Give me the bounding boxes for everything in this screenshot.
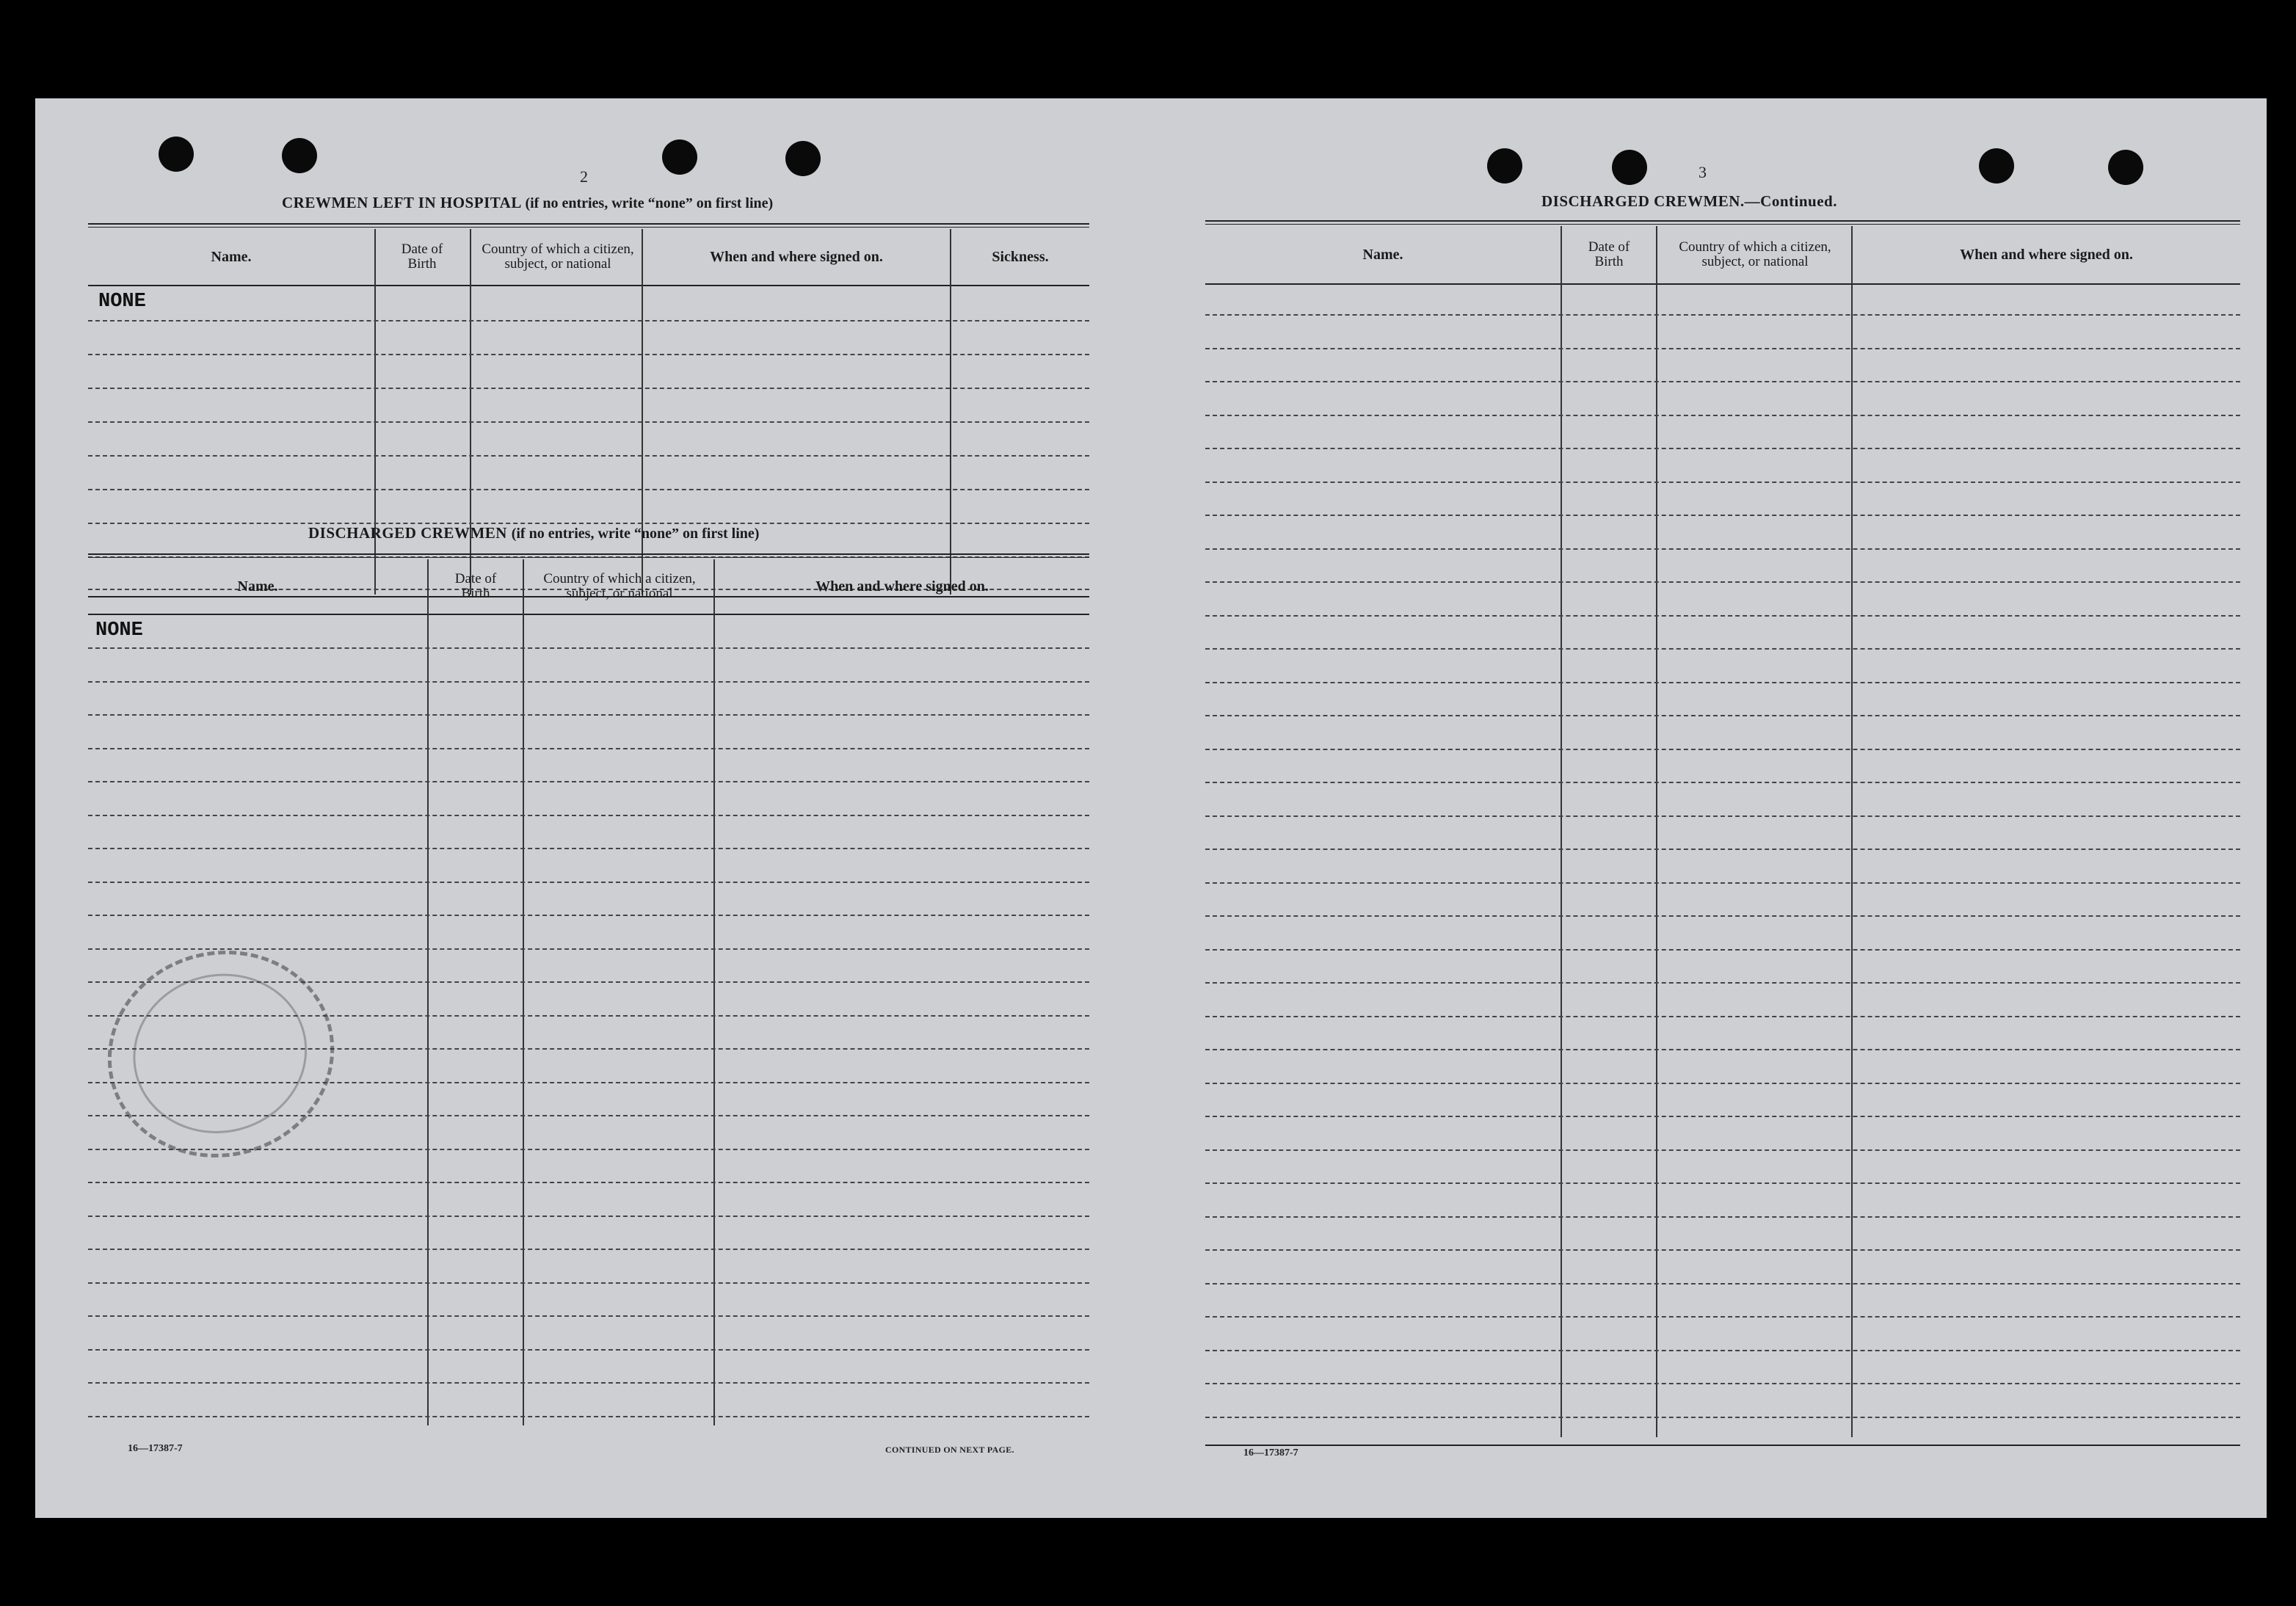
table-row bbox=[88, 647, 1089, 649]
punch-hole bbox=[2108, 150, 2143, 185]
table-row bbox=[88, 848, 1089, 849]
punch-hole bbox=[159, 137, 194, 172]
col-header-country: Country of which a citizen, subject, or national bbox=[543, 571, 696, 601]
table-row bbox=[88, 455, 1089, 457]
col-header-signed-on: When and where signed on. bbox=[815, 578, 989, 595]
table-row bbox=[1205, 1049, 2240, 1050]
table-row bbox=[88, 421, 1089, 423]
col-header-date-of-birth: Date of Birth bbox=[1588, 239, 1630, 269]
table-row bbox=[88, 681, 1089, 683]
table-row bbox=[88, 748, 1089, 749]
table-row bbox=[1205, 815, 2240, 817]
table-row bbox=[1205, 1016, 2240, 1017]
table-row bbox=[1205, 1216, 2240, 1218]
table-row bbox=[1205, 1350, 2240, 1351]
table-row bbox=[88, 1349, 1089, 1351]
table-row bbox=[1205, 1417, 2240, 1418]
punch-hole bbox=[785, 141, 821, 176]
discharged-entry-none: NONE bbox=[95, 619, 143, 642]
table-row bbox=[1205, 648, 2240, 650]
table-row bbox=[1205, 515, 2240, 516]
table-row bbox=[1205, 615, 2240, 617]
table-row bbox=[1205, 782, 2240, 783]
table-row bbox=[88, 1216, 1089, 1217]
table-row bbox=[88, 1249, 1089, 1250]
table-row bbox=[1205, 1182, 2240, 1184]
continued-note: CONTINUED ON NEXT PAGE. bbox=[885, 1445, 1014, 1455]
table-row bbox=[88, 354, 1089, 355]
punch-hole bbox=[1612, 150, 1647, 185]
table-row bbox=[88, 489, 1089, 490]
col-header-date-of-birth: Date of Birth bbox=[454, 571, 497, 601]
table-row bbox=[1205, 1116, 2240, 1117]
table-row bbox=[1205, 482, 2240, 483]
table-row bbox=[1205, 348, 2240, 349]
punch-hole bbox=[1487, 148, 1522, 184]
discharged-title-text: DISCHARGED CREWMEN bbox=[308, 524, 507, 542]
table-row bbox=[1205, 1149, 2240, 1151]
table-row bbox=[1205, 749, 2240, 750]
table-row bbox=[1205, 1316, 2240, 1318]
punch-hole bbox=[282, 138, 317, 173]
table-row bbox=[1205, 682, 2240, 683]
table-row bbox=[1205, 448, 2240, 449]
table-row bbox=[1205, 982, 2240, 984]
punch-hole bbox=[662, 139, 697, 175]
discharged-section-title bbox=[308, 524, 759, 542]
table-row bbox=[88, 948, 1089, 950]
document-paper bbox=[35, 98, 2267, 1518]
form-code-left: 16—17387-7 bbox=[128, 1443, 183, 1454]
table-row bbox=[1205, 1383, 2240, 1384]
table-row bbox=[88, 388, 1089, 389]
page-number-left: 2 bbox=[580, 167, 588, 186]
table-row bbox=[1205, 415, 2240, 416]
table-row bbox=[88, 1315, 1089, 1317]
table-row bbox=[88, 320, 1089, 321]
table-row bbox=[1205, 1249, 2240, 1251]
table-row bbox=[1205, 949, 2240, 951]
table-row bbox=[1205, 882, 2240, 884]
page-number-right: 3 bbox=[1699, 163, 1707, 181]
discharged-instruction: (if no entries, write “none” on first line) bbox=[511, 526, 760, 542]
table-row bbox=[1205, 381, 2240, 382]
table-row bbox=[1205, 715, 2240, 716]
col-header-country: Country of which a citizen, subject, or national bbox=[482, 241, 634, 272]
table-row bbox=[1205, 915, 2240, 917]
col-header-signed-on: When and where signed on. bbox=[710, 249, 883, 265]
table-row bbox=[88, 815, 1089, 816]
col-header-date-of-birth: Date of Birth bbox=[401, 241, 443, 272]
table-row bbox=[1205, 849, 2240, 850]
table-row bbox=[88, 781, 1089, 782]
discharged-continued-title: DISCHARGED CREWMEN.—Continued. bbox=[1541, 192, 1837, 210]
table-row bbox=[88, 714, 1089, 716]
hospital-instruction: (if no entries, write “none” on first line) bbox=[525, 195, 774, 211]
table-row bbox=[1205, 581, 2240, 583]
table-row bbox=[1205, 314, 2240, 316]
col-header-name: Name. bbox=[211, 249, 252, 265]
table-row bbox=[88, 915, 1089, 916]
table-row bbox=[88, 1382, 1089, 1384]
col-header-sickness: Sickness. bbox=[992, 249, 1049, 265]
table-row bbox=[88, 1182, 1089, 1183]
hospital-title-text: CREWMEN LEFT IN HOSPITAL bbox=[282, 194, 521, 211]
col-header-name: Name. bbox=[237, 578, 278, 595]
punch-hole bbox=[1979, 148, 2014, 184]
table-row bbox=[88, 1282, 1089, 1284]
hospital-entry-none: NONE bbox=[98, 291, 146, 313]
hospital-section-title bbox=[282, 194, 773, 212]
hospital-table bbox=[88, 223, 1089, 599]
table-row bbox=[88, 882, 1089, 883]
table-row bbox=[88, 1416, 1089, 1417]
table-row bbox=[1205, 1283, 2240, 1285]
col-header-signed-on: When and where signed on. bbox=[1960, 247, 2133, 263]
table-row bbox=[1205, 548, 2240, 550]
discharged-continued-rows bbox=[1205, 220, 2240, 1453]
col-header-country: Country of which a citizen, subject, or national bbox=[1679, 239, 1831, 269]
col-header-name: Name. bbox=[1362, 247, 1403, 263]
table-row bbox=[1205, 1083, 2240, 1084]
form-code-right: 16—17387-7 bbox=[1243, 1447, 1298, 1458]
